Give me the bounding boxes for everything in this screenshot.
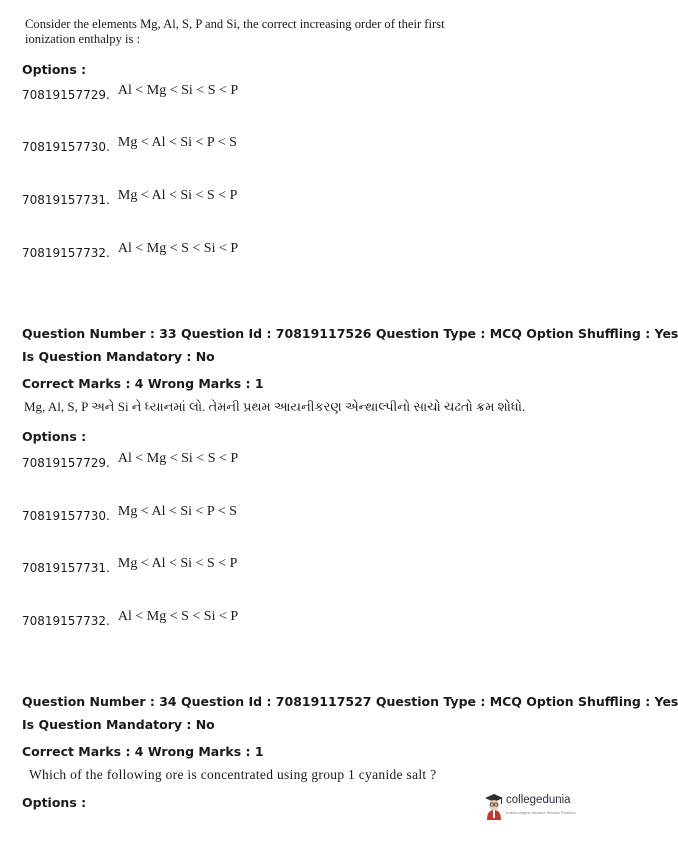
option-id: 70819157729. <box>22 456 110 470</box>
q34-stem: Which of the following ore is concentrated using group 1 cyanide salt ? <box>29 767 437 782</box>
option-id: 70819157731. <box>22 561 110 575</box>
q34-header: Question Number : 34 Question Id : 70819117527 Question Type : MCQ Option Shuffling : Yes <box>22 694 678 709</box>
option-id: 70819157731. <box>22 193 110 207</box>
option-id: 70819157730. <box>22 140 110 154</box>
q32-option-3 <box>22 189 237 209</box>
logo-name: collegedunia <box>506 794 571 806</box>
q34-mandatory: Is Question Mandatory : No <box>22 717 215 732</box>
option-id: 70819157729. <box>22 88 110 102</box>
option-id: 70819157732. <box>22 246 110 260</box>
logo-tagline: India's largest Student Review Platform <box>506 810 576 815</box>
q33-option-3 <box>22 557 237 577</box>
q33-stem: Mg, Al, S, P અને Si ને ધ્યાનમાં લો. તેમની પ્રથમ આયનીકરણ એન્થાલ્પીનો સાચો ચઢતો ક્રમ શોધો. <box>24 399 526 414</box>
option-text: Mg < Al < Si < S < P <box>117 188 238 203</box>
q32-option-1 <box>22 84 238 104</box>
q34-options-label: Options : <box>22 795 87 810</box>
q33-header: Question Number : 33 Question Id : 70819117526 Question Type : MCQ Option Shuffling : Yes <box>22 326 678 341</box>
q33-options-label: Options : <box>22 429 87 444</box>
graduate-mascot-icon <box>484 793 504 821</box>
option-text: Mg < Al < Si < P < S <box>117 135 237 150</box>
q33-option-4 <box>22 610 238 630</box>
option-id: 70819157732. <box>22 614 110 628</box>
q33-mandatory: Is Question Mandatory : No <box>22 349 215 364</box>
option-text: Al < Mg < Si < S < P <box>117 451 239 466</box>
q33-marks: Correct Marks : 4 Wrong Marks : 1 <box>22 376 264 391</box>
option-text: Al < Mg < Si < S < P <box>117 83 239 98</box>
option-text: Mg < Al < Si < S < P <box>117 556 238 571</box>
q33-option-2 <box>22 505 237 525</box>
q32-option-2 <box>22 136 237 156</box>
option-text: Al < Mg < S < Si < P <box>117 609 239 624</box>
q33-option-1 <box>22 452 238 472</box>
option-text: Mg < Al < Si < P < S <box>117 504 237 519</box>
q32-option-4 <box>22 242 238 262</box>
option-id: 70819157730. <box>22 509 110 523</box>
q32-stem: Consider the elements Mg, Al, S, P and Si, the correct increasing order of their first ionization enthalpy is : <box>25 17 445 46</box>
option-text: Al < Mg < S < Si < P <box>117 241 239 256</box>
q32-options-label: Options : <box>22 62 87 77</box>
collegedunia-logo <box>484 793 576 821</box>
q34-marks: Correct Marks : 4 Wrong Marks : 1 <box>22 744 264 759</box>
